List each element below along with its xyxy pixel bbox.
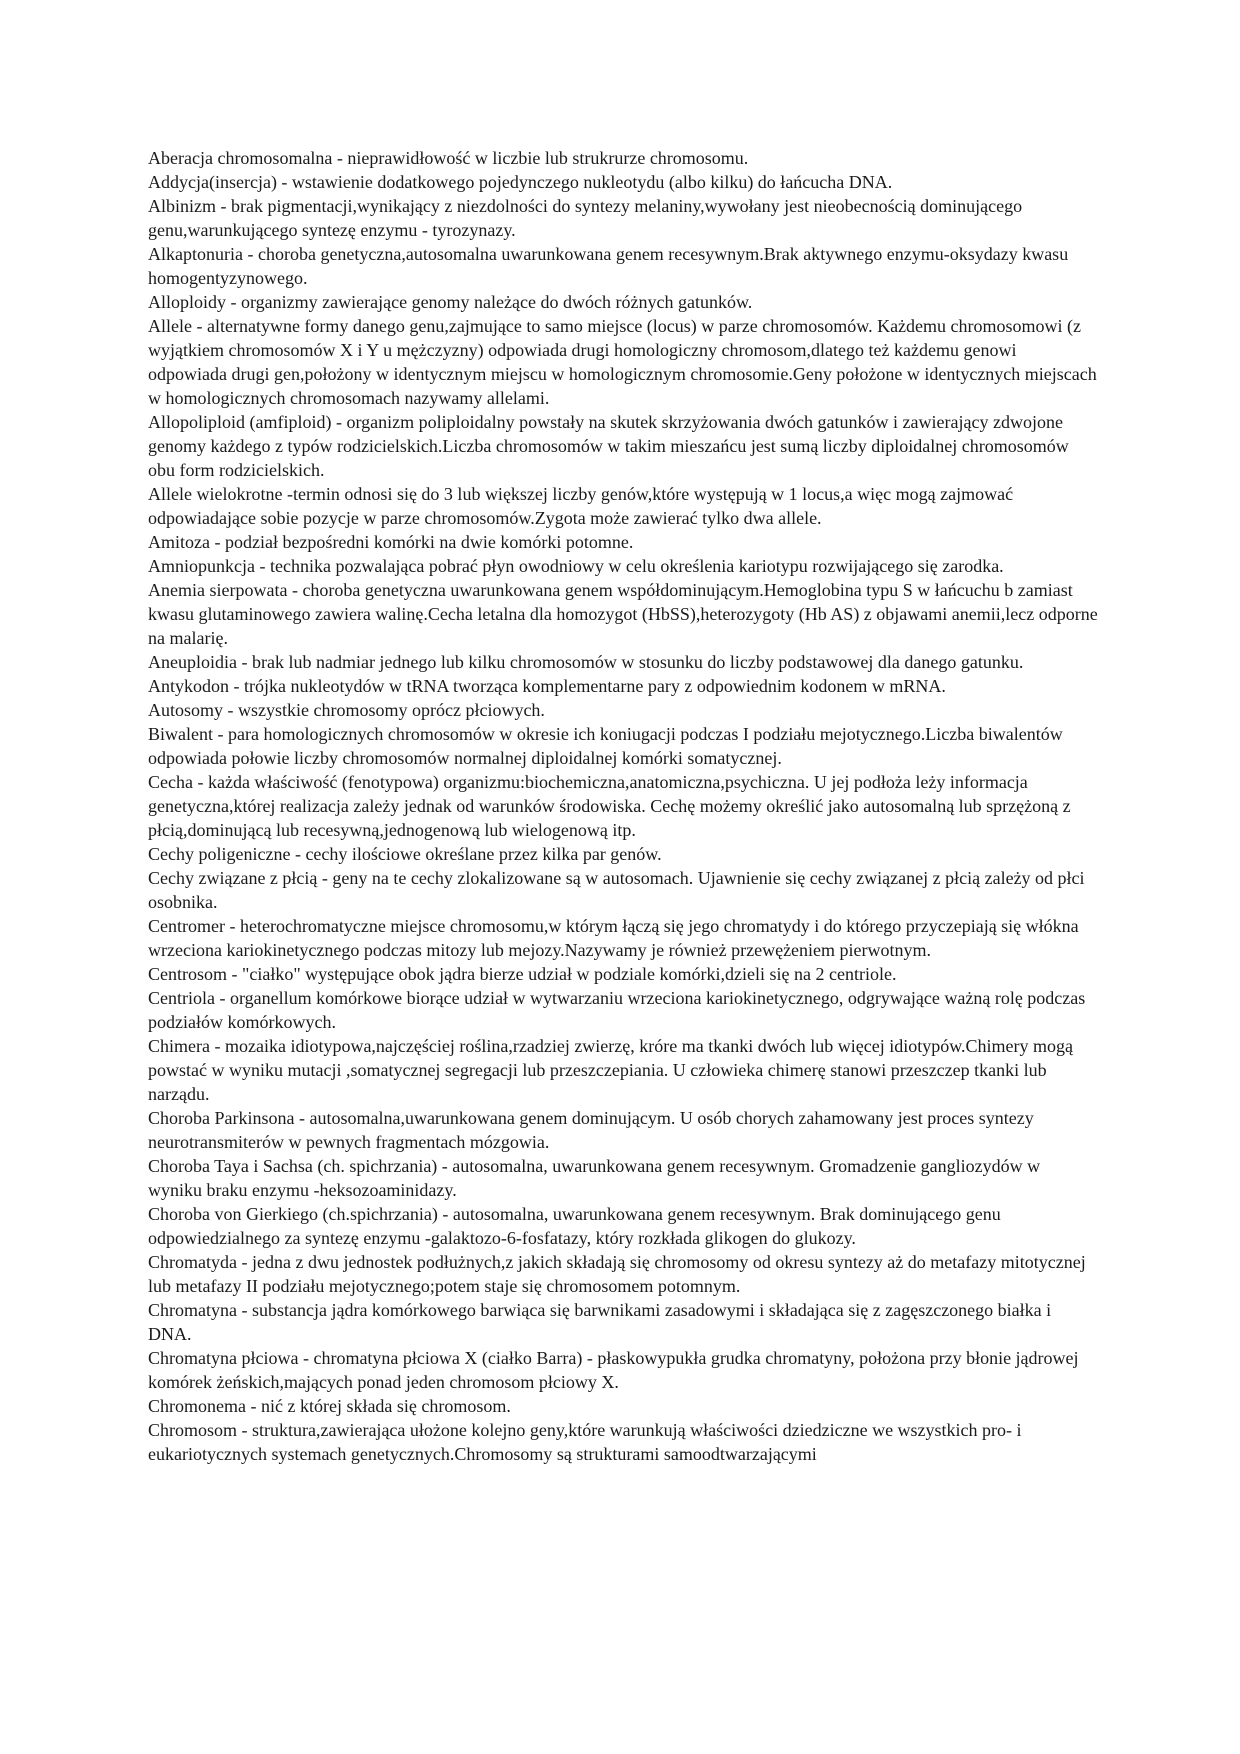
glossary-entry: Antykodon - trójka nukleotydów w tRNA tworząca komplementarne pary z odpowiednim kodonem w mRNA. (148, 676, 946, 696)
glossary-entry: Chromatyna płciowa - chromatyna płciowa X (ciałko Barra) - płaskowypukła grudka chromatyny, położona przy błonie jądrowej komórek żeńskich,mających ponad jeden chromosom płciowy X. (148, 1348, 1079, 1392)
glossary-entry: Choroba Taya i Sachsa (ch. spichrzania) - autosomalna, uwarunkowana genem recesywnym. Gromadzenie gangliozydów w wyniku braku enzymu -heksozoaminidazy. (148, 1156, 1041, 1200)
glossary-entry: Centriola - organellum komórkowe biorące udział w wytwarzaniu wrzeciona kariokinetycznego, odgrywające ważną rolę podczas podziałów komórkowych. (148, 988, 1086, 1032)
glossary-entry: Addycja(insercja) - wstawienie dodatkowego pojedynczego nukleotydu (albo kilku) do łańcucha DNA. (148, 172, 893, 192)
glossary-entry: Anemia sierpowata - choroba genetyczna uwarunkowana genem współdominującym.Hemoglobina typu S w łańcuchu b zamiast kwasu glutaminowego zawiera walinę.Cecha letalna dla homozygot (HbSS),heterozygoty (Hb AS) z objawami anemii,lecz odporne na malarię. (148, 580, 1098, 648)
glossary-entry: Chromatyna - substancja jądra komórkowego barwiąca się barwnikami zasadowymi i składająca się z zagęszczonego białka i DNA. (148, 1300, 1052, 1344)
glossary-entry: Cecha - każda właściwość (fenotypowa) organizmu:biochemiczna,anatomiczna,psychiczna. U jej podłoża leży informacja genetyczna,której realizacja zależy jednak od warunków środowiska. Cechę możemy określić jako autosomalną lub sprzężoną z płcią,dominującą lub recesywną,jednogenową lub wielogenową itp. (148, 772, 1071, 840)
glossary-text (148, 146, 1098, 1466)
glossary-entry: Cechy poligeniczne - cechy ilościowe określane przez kilka par genów. (148, 844, 662, 864)
glossary-entry: Choroba von Gierkiego (ch.spichrzania) - autosomalna, uwarunkowana genem recesywnym. Brak dominującego genu odpowiedzialnego za syntezę enzymu -galaktozo-6-fosfatazy, który rozkłada glikogen do glukozy. (148, 1204, 1001, 1248)
glossary-entry: Allele wielokrotne -termin odnosi się do 3 lub większej liczby genów,które występują w 1 locus,a więc mogą zajmować odpowiadające sobie pozycje w parze chromosomów.Zygota może zawierać tylko dwa allele. (148, 484, 1014, 528)
glossary-entry: Chromosom - struktura,zawierająca ułożone kolejno geny,które warunkują właściwości dziedziczne we wszystkich pro- i eukariotycznych systemach genetycznych.Chromosomy są strukturami samoodtwarzającymi (148, 1420, 1022, 1464)
glossary-entry: Aneuploidia - brak lub nadmiar jednego lub kilku chromosomów w stosunku do liczby podstawowej dla danego gatunku. (148, 652, 1024, 672)
glossary-entry: Chimera - mozaika idiotypowa,najczęściej roślina,rzadziej zwierzę, króre ma tkanki dwóch lub więcej idiotypów.Chimery mogą powstać w wyniku mutacji ,somatycznej segregacji lub przeszczepiania. U człowieka chimerę stanowi przeszczep tkanki lub narządu. (148, 1036, 1074, 1104)
glossary-entry: Allele - alternatywne formy danego genu,zajmujące to samo miejsce (locus) w parze chromosomów. Każdemu chromosomowi (z wyjątkiem chromosomów X i Y u mężczyzny) odpowiada drugi homologiczny chromosom,dlatego też każdemu genowi odpowiada drugi gen,położony w identycznym miejscu w homologicznym chromosomie.Geny położone w identycznych miejscach w homologicznych chromosomach nazywamy allelami. (148, 316, 1097, 408)
glossary-entry: Amitoza - podział bezpośredni komórki na dwie komórki potomne. (148, 532, 634, 552)
glossary-entry: Cechy związane z płcią - geny na te cechy zlokalizowane są w autosomach. Ujawnienie się cechy związanej z płcią zależy od płci osobnika. (148, 868, 1085, 912)
glossary-entry: Aberacja chromosomalna - nieprawidłowość w liczbie lub strukrurze chromosomu. (148, 148, 749, 168)
glossary-entry: Chromatyda - jedna z dwu jednostek podłużnych,z jakich składają się chromosomy od okresu syntezy aż do metafazy mitotycznej lub metafazy II podziału mejotycznego;potem staje się chromosomem potomnym. (148, 1252, 1086, 1296)
glossary-entry: Biwalent - para homologicznych chromosomów w okresie ich koniugacji podczas I podziału mejotycznego.Liczba biwalentów odpowiada połowie liczby chromosomów normalnej diploidalnej komórki somatycznej. (148, 724, 1063, 768)
glossary-entry: Amniopunkcja - technika pozwalająca pobrać płyn owodniowy w celu określenia kariotypu rozwijającego się zarodka. (148, 556, 1004, 576)
glossary-entry: Centromer - heterochromatyczne miejsce chromosomu,w którym łączą się jego chromatydy i do którego przyczepiają się włókna wrzeciona kariokinetycznego podczas mitozy lub mejozy.Nazywamy je również przewężeniem pierwotnym. (148, 916, 1079, 960)
glossary-entry: Alkaptonuria - choroba genetyczna,autosomalna uwarunkowana genem recesywnym.Brak aktywnego enzymu-oksydazy kwasu homogentyzynowego. (148, 244, 1069, 288)
glossary-entry: Allopoliploid (amfiploid) - organizm poliploidalny powstały na skutek skrzyżowania dwóch gatunków i zawierający zdwojone genomy każdego z typów rodzicielskich.Liczba chromosomów w takim mieszańcu jest sumą liczby diploidalnej chromosomów obu form rodzicielskich. (148, 412, 1069, 480)
glossary-entry: Alloploidy - organizmy zawierające genomy należące do dwóch różnych gatunków. (148, 292, 753, 312)
glossary-entry: Chromonema - nić z której składa się chromosom. (148, 1396, 511, 1416)
glossary-entry: Choroba Parkinsona - autosomalna,uwarunkowana genem dominującym. U osób chorych zahamowany jest proces syntezy neurotransmiterów w pewnych fragmentach mózgowia. (148, 1108, 1034, 1152)
glossary-entry: Centrosom - "ciałko" występujące obok jądra bierze udział w podziale komórki,dzieli się na 2 centriole. (148, 964, 897, 984)
glossary-entry: Autosomy - wszystkie chromosomy oprócz płciowych. (148, 700, 545, 720)
glossary-entry: Albinizm - brak pigmentacji,wynikający z niezdolności do syntezy melaniny,wywołany jest nieobecnością dominującego genu,warunkującego syntezę enzymu - tyrozynazy. (148, 196, 1023, 240)
